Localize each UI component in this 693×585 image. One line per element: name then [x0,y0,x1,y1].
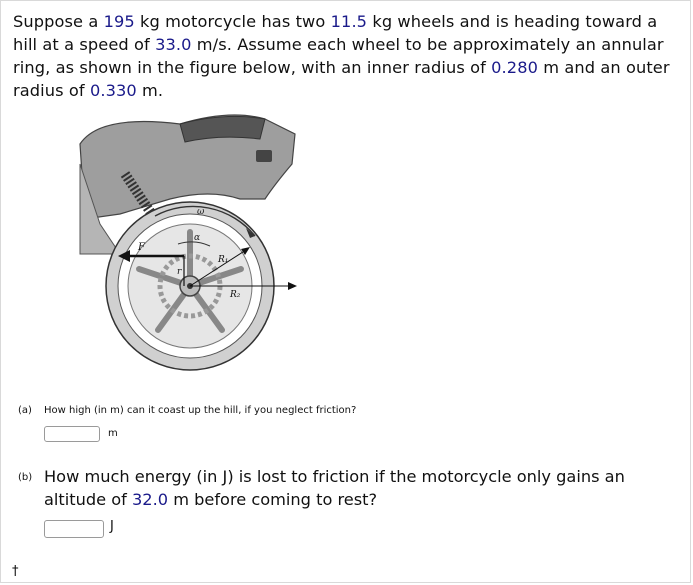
part-a-question: How high (in m) can it coast up the hill, if you neglect friction? [44,405,357,416]
problem-statement [13,10,681,102]
text-segment: Suppose a [13,12,104,31]
part-b-answer-input[interactable] [44,520,104,538]
r2-label: R₂ [230,290,241,300]
text-segment: m before coming to rest? [168,490,378,509]
r1-label: R₁ [218,255,229,265]
part-b-unit: J [110,519,114,534]
part-a-answer-input[interactable] [44,426,100,442]
text-segment: kg motorcycle has two [134,12,331,31]
wheel-mass-value: 11.5 [330,12,368,31]
part-b-question [44,465,664,511]
r2-arrowhead [288,282,297,290]
alpha-label: α [194,233,201,243]
text-segment: kg wheels and is heading toward a hill at a speed of [13,12,658,54]
mass-value: 195 [103,12,135,31]
inner-radius-value: 0.280 [491,58,538,77]
text-segment: m. [136,81,164,100]
outer-radius-value: 0.330 [89,81,137,100]
part-a-unit: m [108,428,118,439]
force-label: F [138,242,145,253]
altitude-value: 32.0 [132,490,169,509]
text-segment: m and an outer radius of [13,58,670,100]
tail-light [256,150,272,162]
footnote-dagger: † [12,564,19,579]
omega-label: ω [197,207,205,217]
motorcycle-wheel-figure [60,104,310,372]
r-label: r [177,267,182,277]
part-b-label: (b) [18,472,33,483]
text-segment: m/s. Assume each wheel to be approximately an annular ring, as shown in the figure below, with an inner radius of [13,35,664,77]
part-a-label: (a) [18,405,32,416]
speed-value: 33.0 [155,35,192,54]
text-segment: How much energy (in J) is lost to friction if the motorcycle only gains an altitude of [44,467,625,509]
